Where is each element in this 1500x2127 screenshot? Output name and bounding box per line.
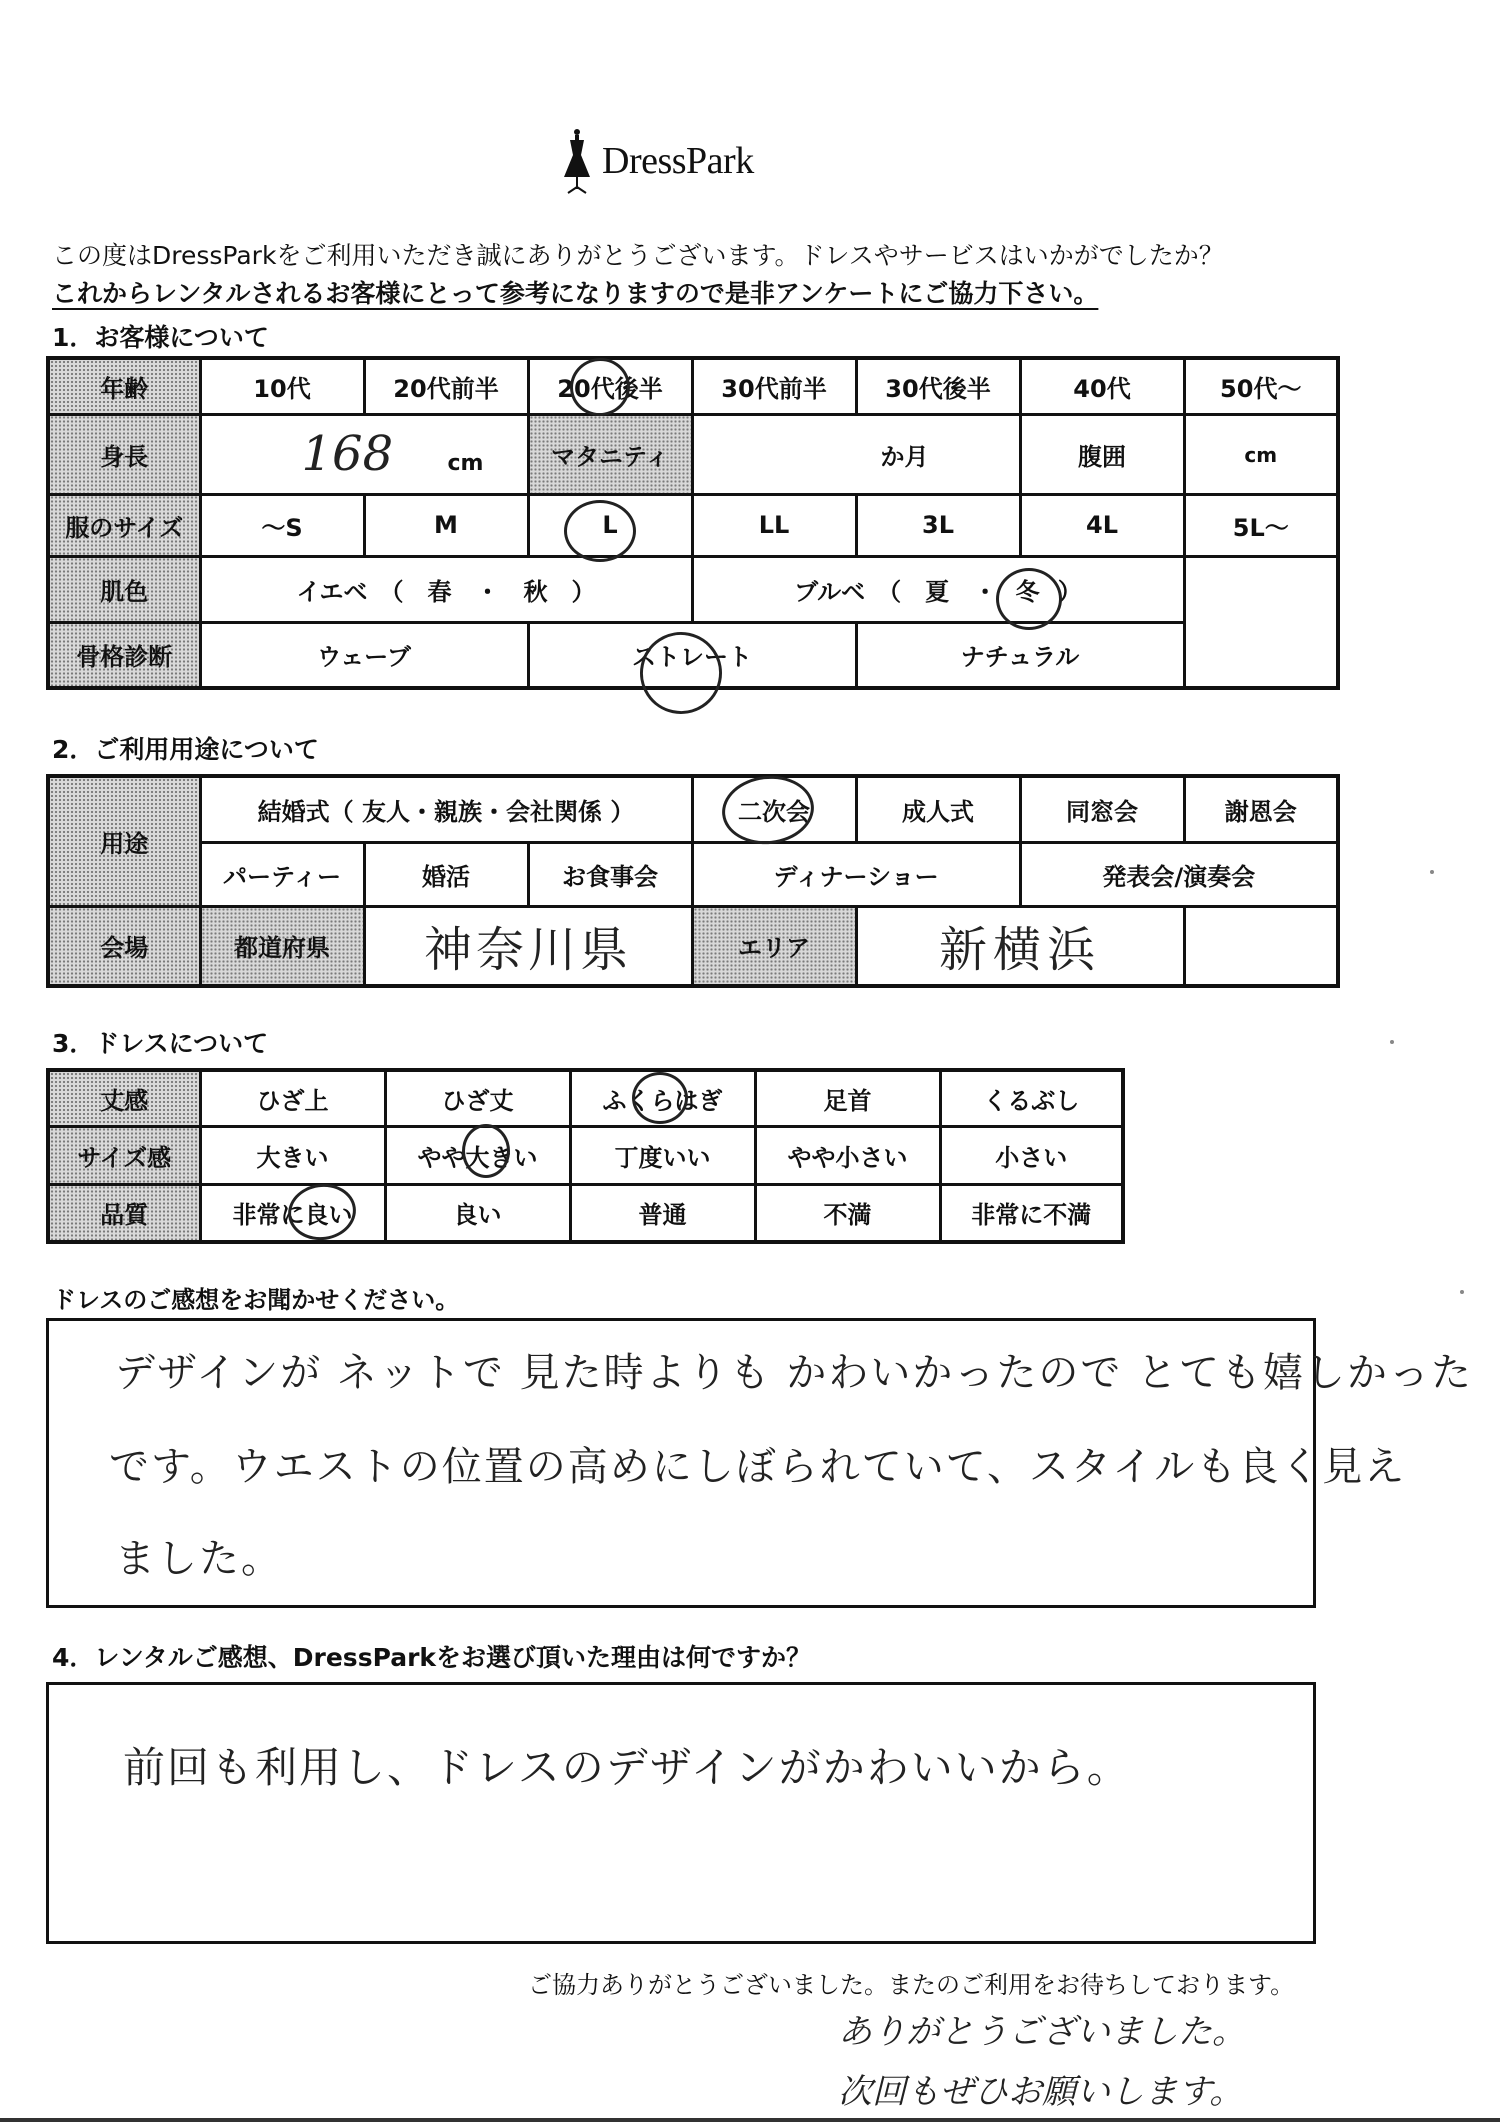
age-option[interactable]: 30代前半 [692, 358, 856, 414]
height-label: 身長 [48, 414, 200, 494]
area-label: エリア [692, 906, 856, 986]
impressions-box[interactable] [46, 1318, 1474, 1608]
intro-request: これからレンタルされるお客様にとって参考になりますので是非アンケートにご協力下さい。 [52, 279, 1099, 308]
length-option[interactable]: ひざ上 [200, 1070, 385, 1126]
purpose-row-2 [48, 842, 1338, 906]
age-option[interactable]: 50代～ [1184, 358, 1338, 414]
length-label: 丈感 [48, 1070, 200, 1126]
maternity-label: マタニティ [528, 414, 692, 494]
age-option[interactable]: 20代前半 [364, 358, 528, 414]
blue-base-prefix: ブルベ （ 夏 ・ [794, 577, 998, 606]
skin-label: 肌色 [48, 556, 200, 622]
impression-line: デザインが ネットで 見た時よりも かわいかったので とても嬉しかった [115, 1350, 1474, 1396]
size-row [48, 494, 1338, 556]
height-field[interactable] [200, 414, 528, 494]
impressions-prompt: ドレスのご感想をお聞かせください。 [52, 1286, 460, 1314]
dress-mannequin-icon [560, 127, 594, 195]
age-option[interactable]: 30代後半 [856, 358, 1020, 414]
size-option-selected[interactable]: L [528, 494, 692, 556]
length-option-selected[interactable]: ふくらはぎ [570, 1070, 755, 1126]
venue-row [48, 906, 1338, 986]
waist-label: 腹囲 [1020, 414, 1184, 494]
handwritten-next-time: 次回もぜひお願いします。 [838, 2072, 1244, 2112]
fit-option[interactable]: やや小さい [755, 1126, 940, 1184]
purpose-option[interactable]: お食事会 [528, 842, 692, 906]
age-option-selected[interactable]: 20代後半 [528, 358, 692, 414]
purpose-option-selected[interactable]: 二次会 [692, 776, 856, 842]
purpose-option[interactable]: 発表会/演奏会 [1020, 842, 1338, 906]
quality-option[interactable]: 良い [385, 1184, 570, 1242]
dress-rating-table [46, 1068, 1125, 1244]
size-option[interactable]: 3L [856, 494, 1020, 556]
quality-label: 品質 [48, 1184, 200, 1242]
purpose-label: 用途 [48, 776, 200, 906]
quality-option[interactable]: 不満 [755, 1184, 940, 1242]
months-unit: か月 [880, 442, 929, 471]
prefecture-field[interactable] [364, 906, 692, 986]
scan-speck [1430, 870, 1434, 874]
fit-option[interactable]: 小さい [940, 1126, 1123, 1184]
age-label: 年齢 [48, 358, 200, 414]
handwritten-thanks: ありがとうございました。 [838, 2012, 1246, 2052]
empty-cell [1184, 556, 1338, 622]
scan-speck [1390, 1040, 1394, 1044]
section3-title: 3．ドレスについて [52, 1029, 269, 1058]
venue-label: 会場 [48, 906, 200, 986]
waist-unit: cm [1244, 443, 1278, 467]
purpose-row-1 [48, 776, 1338, 842]
closing-message: ご協力ありがとうございました。またのご利用をお待ちしております。 [528, 1971, 1295, 1999]
quality-option[interactable]: 普通 [570, 1184, 755, 1242]
brand-logo [560, 126, 800, 196]
empty-cell [1184, 906, 1338, 986]
section2-title: 2．ご利用用途について [52, 735, 319, 764]
quality-option-selected[interactable]: 非常に良い [200, 1184, 385, 1242]
size-option[interactable]: 4L [1020, 494, 1184, 556]
fit-option[interactable]: 大きい [200, 1126, 385, 1184]
purpose-option[interactable]: ディナーショー [692, 842, 1020, 906]
impression-line: です。ウエストの位置の高めにしぼられていて、スタイルも良く見え [109, 1444, 1407, 1490]
empty-cell [1184, 622, 1338, 688]
height-value: 168 [301, 426, 394, 482]
fit-label: サイズ感 [48, 1126, 200, 1184]
purpose-option[interactable]: 同窓会 [1020, 776, 1184, 842]
purpose-option[interactable]: 成人式 [856, 776, 1020, 842]
age-option[interactable]: 10代 [200, 358, 364, 414]
fit-option[interactable]: 丁度いい [570, 1126, 755, 1184]
brand-name: DressPark [602, 140, 754, 182]
prefecture-value: 神奈川県 [424, 922, 633, 979]
height-unit: cm [447, 451, 484, 476]
maternity-months-field[interactable] [692, 414, 1020, 494]
impression-line: ました。 [115, 1536, 283, 1582]
section1-title: 1．お客様について [52, 323, 269, 352]
skeleton-option-selected[interactable]: ストレート [528, 622, 856, 688]
purpose-option[interactable]: 婚活 [364, 842, 528, 906]
skeleton-option[interactable]: ウェーブ [200, 622, 528, 688]
length-option[interactable]: くるぶし [940, 1070, 1123, 1126]
age-row [48, 358, 1338, 414]
customer-info-table [46, 356, 1340, 690]
purpose-option[interactable]: 結婚式（ 友人・親族・会社関係 ） [200, 776, 692, 842]
area-value: 新横浜 [939, 922, 1102, 979]
usage-table [46, 774, 1340, 988]
skin-row [48, 556, 1338, 622]
age-option[interactable]: 40代 [1020, 358, 1184, 414]
size-option[interactable]: 5L～ [1184, 494, 1338, 556]
height-row [48, 414, 1338, 494]
purpose-option[interactable]: 謝恩会 [1184, 776, 1338, 842]
scan-edge-line [0, 2118, 1500, 2122]
quality-row [48, 1184, 1123, 1242]
size-option[interactable]: LL [692, 494, 856, 556]
quality-option[interactable]: 非常に不満 [940, 1184, 1123, 1242]
intro-text: この度はDressParkをご利用いただき誠にありがとうございます。ドレスやサービスはいかがでしたか？ [52, 241, 1224, 270]
prefecture-label: 都道府県 [200, 906, 364, 986]
size-label: 服のサイズ [48, 494, 200, 556]
length-option[interactable]: ひざ丈 [385, 1070, 570, 1126]
blue-base-suffix: ） [1057, 577, 1082, 606]
section4-title: 4．レンタルご感想、DressParkをお選び頂いた理由は何ですか？ [52, 1643, 812, 1672]
size-option[interactable]: ～S [200, 494, 364, 556]
waist-field[interactable] [1184, 414, 1338, 494]
skeleton-option[interactable]: ナチュラル [856, 622, 1184, 688]
yellow-base-option[interactable]: イエベ （ 春 ・ 秋 ） [200, 556, 692, 622]
size-option[interactable]: M [364, 494, 528, 556]
scan-speck [1460, 1290, 1464, 1294]
fit-row [48, 1126, 1123, 1184]
fit-option-selected[interactable]: やや大きい [385, 1126, 570, 1184]
blue-base-option[interactable] [692, 556, 1184, 622]
skeleton-label: 骨格診断 [48, 622, 200, 688]
length-option[interactable]: 足首 [755, 1070, 940, 1126]
reason-box[interactable] [46, 1682, 1316, 1944]
blue-base-winter: 冬 [1015, 577, 1040, 606]
area-field[interactable] [856, 906, 1184, 986]
skeleton-row [48, 622, 1338, 688]
length-row [48, 1070, 1123, 1126]
reason-answer: 前回も利用し、ドレスのデザインがかわいいから。 [123, 1743, 1131, 1792]
purpose-option[interactable]: パーティー [200, 842, 364, 906]
